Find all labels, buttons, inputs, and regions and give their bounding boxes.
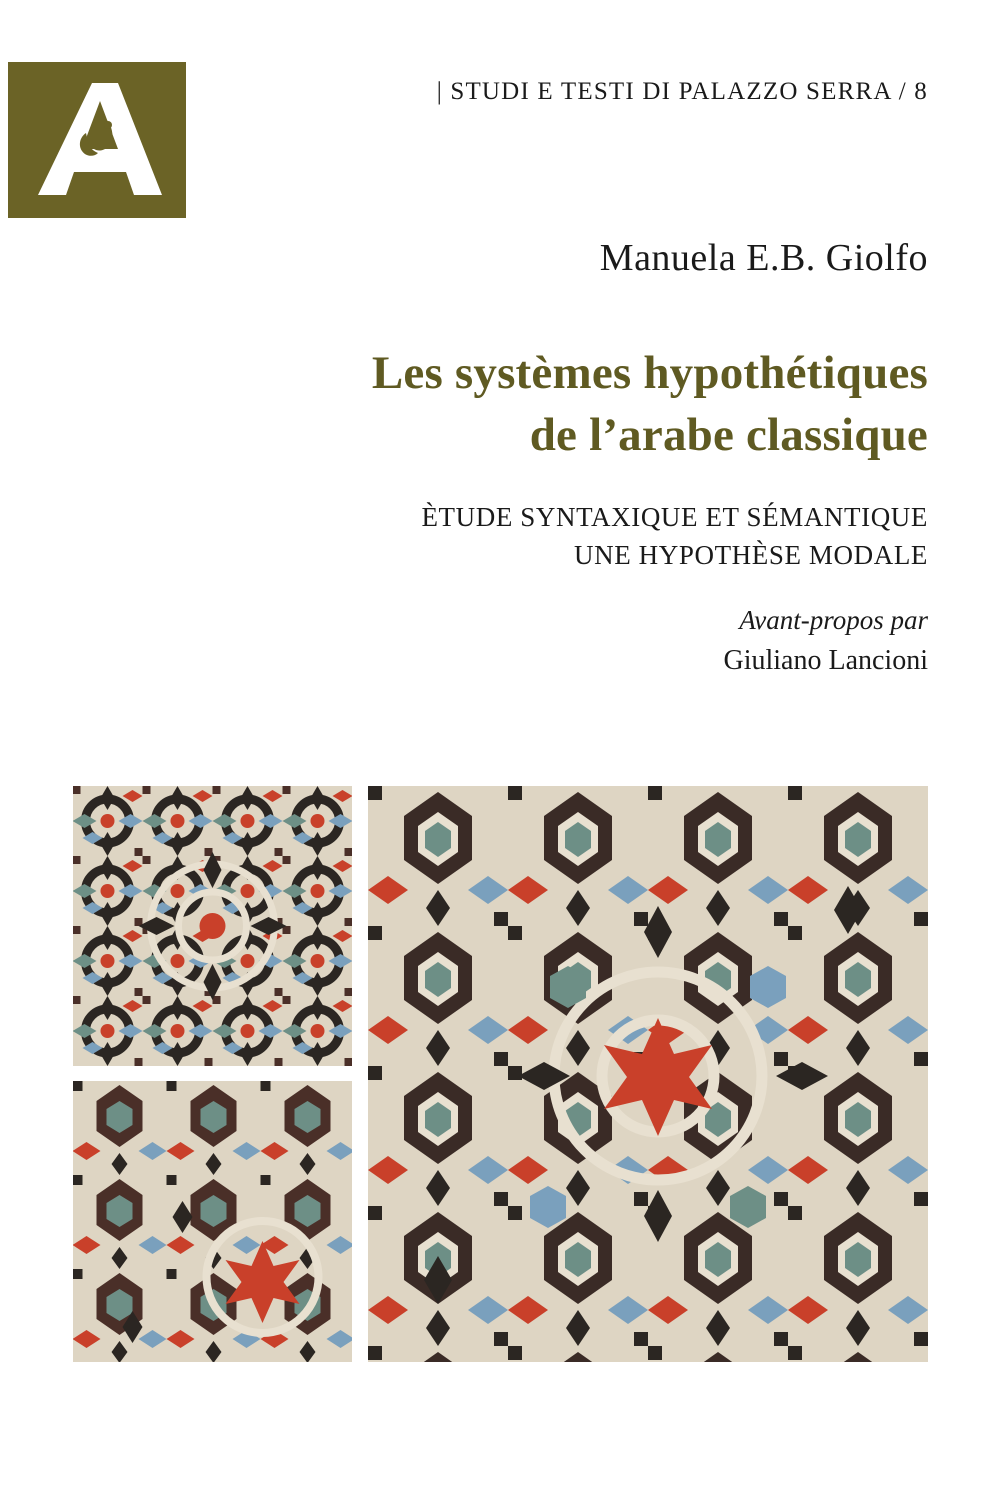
series-line: | STUDI E TESTI DI PALAZZO SERRA / 8	[436, 78, 928, 105]
author-name: Manuela E.B. Giolfo	[599, 237, 928, 279]
foreword-credit	[128, 600, 928, 681]
publisher-logo	[8, 62, 186, 218]
cover-artwork	[73, 786, 928, 1362]
title-line-1: Les systèmes hypothétiques	[371, 347, 928, 399]
subtitle-line-2: UNE HYPOTHÈSE MODALE	[574, 540, 928, 571]
book-subtitle	[128, 498, 928, 575]
book-title	[128, 342, 928, 466]
subtitle-line-1: ÈTUDE SYNTAXIQUE ET SÉMANTIQUE	[421, 502, 928, 532]
tilework-image-bottom-left	[73, 1081, 352, 1362]
tilework-image-top-left	[73, 786, 352, 1066]
foreword-label: Avant-propos par	[739, 605, 928, 635]
foreword-author: Giuliano Lancioni	[723, 644, 928, 676]
title-line-2: de l’arabe classique	[529, 409, 928, 462]
tilework-image-right	[368, 786, 928, 1362]
